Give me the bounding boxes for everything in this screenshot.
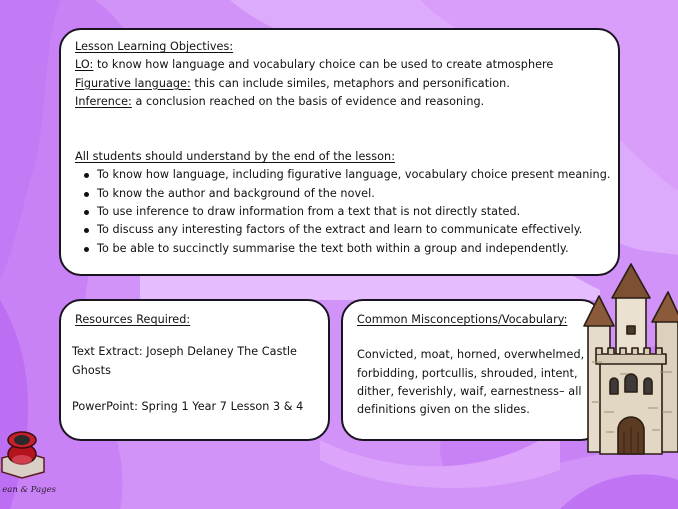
objective-label: Figurative language: — [75, 76, 191, 90]
objective-text: a conclusion reached on the basis of evidence and reasoning. — [131, 94, 485, 108]
castle-icon — [582, 262, 678, 462]
logo-text: ean & Pages — [2, 485, 56, 495]
objectives-heading: Lesson Learning Objectives: — [75, 40, 234, 53]
objective-text: to know how language and vocabulary choice can be used to create atmosphere — [93, 58, 554, 72]
outcome-item: To discuss any interesting factors of the extract and learn to communicate effectively. — [83, 221, 618, 239]
misconceptions-heading: Common Misconceptions/Vocabulary: — [357, 313, 568, 326]
all-students-heading: All students should understand by the end of the lesson: — [75, 150, 396, 164]
resource-item-powerpoint: PowerPoint: Spring 1 Year 7 Lesson 3 & 4 — [72, 399, 304, 413]
outcomes-list — [83, 166, 618, 257]
spacer — [75, 111, 618, 148]
resources-heading: Resources Required: — [75, 313, 191, 326]
objective-label: Inference: — [75, 94, 132, 108]
outcome-item: To know the author and background of the novel. — [83, 185, 618, 203]
outcome-item: To use inference to draw information from a text that is not directly stated. — [83, 203, 618, 221]
misconceptions-card — [341, 299, 603, 441]
objective-label: LO: — [75, 58, 94, 72]
lesson-objectives-card — [59, 28, 620, 276]
objective-line-inference — [75, 93, 618, 111]
resources-card — [59, 299, 330, 441]
outcome-item: To know how language, including figurative language, vocabulary choice present meaning. — [83, 166, 618, 184]
vocabulary-text: Convicted, moat, horned, overwhelmed, forbidding, portcullis, shrouded, intent, dither, feverishly, waif, earnestness– all definitions given on the slides. — [357, 348, 585, 417]
outcome-item: To be able to succinctly summarise the text both within a group and independently. — [83, 240, 618, 258]
resource-item-text-extract: Text Extract: Joseph Delaney The Castle Ghosts — [72, 345, 297, 377]
objective-line-lo — [75, 56, 618, 74]
objective-line-figurative-language — [75, 75, 618, 93]
objective-text: this can include similes, metaphors and personification. — [190, 76, 510, 90]
inkwell-book-logo-icon — [0, 426, 60, 509]
